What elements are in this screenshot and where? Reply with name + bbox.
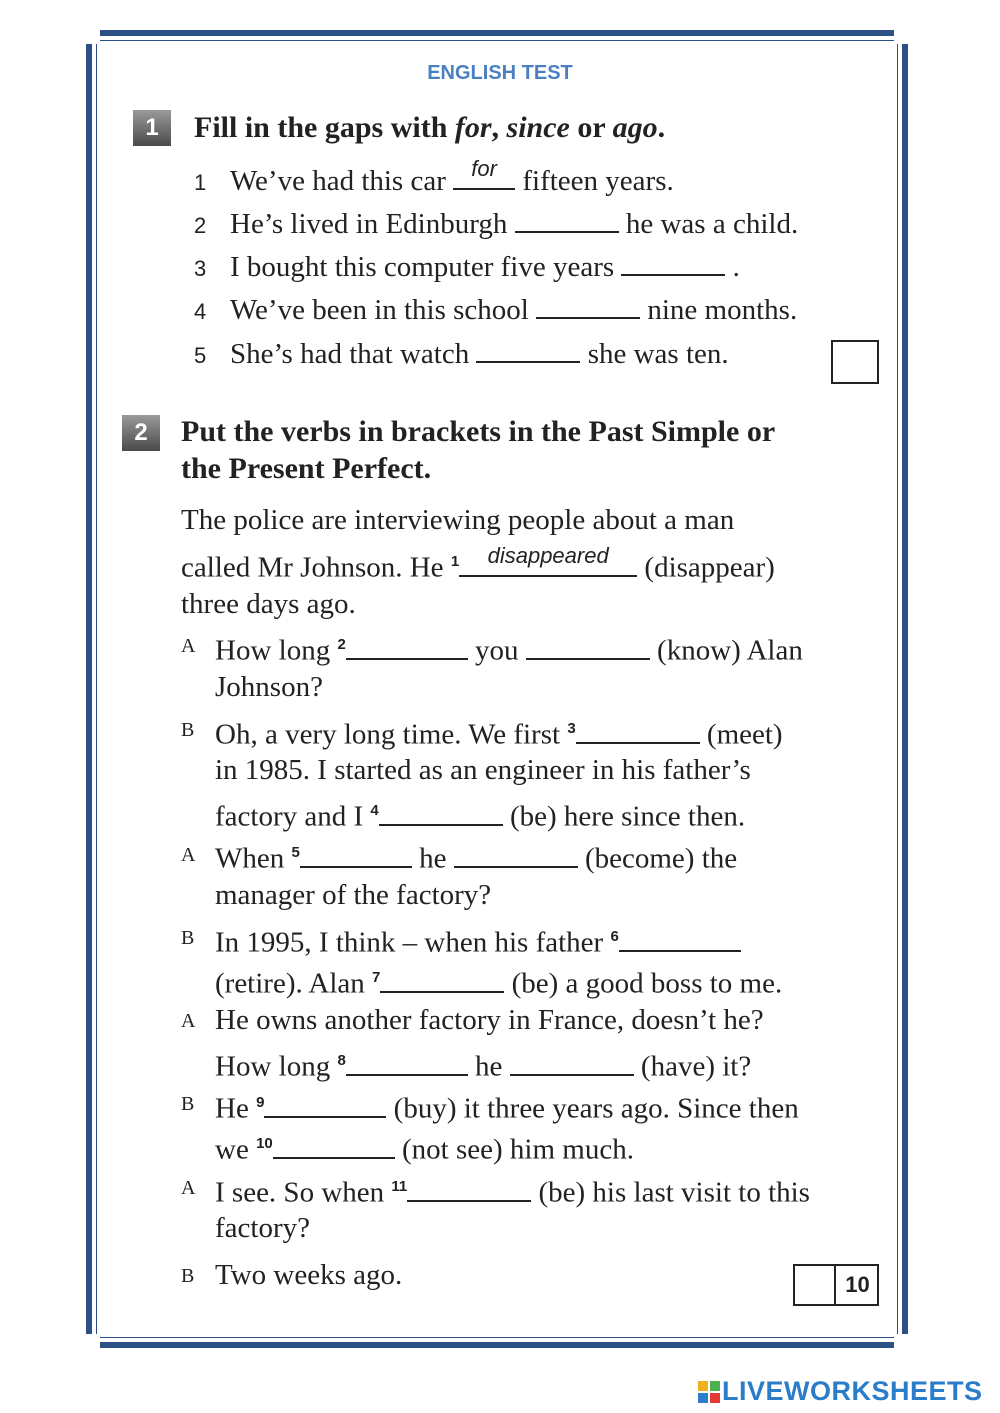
answer-gap[interactable]	[300, 840, 412, 868]
dialogue-line: Two weeks ago.	[215, 1259, 403, 1291]
liveworksheets-logo-icon	[698, 1381, 720, 1403]
item-text: .	[725, 251, 740, 283]
section-2-heading-line-1: Put the verbs in brackets in the Past Simple or	[181, 415, 776, 448]
speaker-label: A	[181, 844, 196, 866]
gap-number: 9	[256, 1094, 265, 1111]
item-text: she was ten.	[580, 338, 729, 370]
dialogue-text: How long	[215, 634, 338, 667]
gap-number: 4	[370, 802, 379, 819]
speaker-label: B	[181, 927, 195, 949]
logo-text: LIVEWORKSHEETS	[722, 1376, 983, 1406]
dialogue-text: (be) a good boss to me.	[504, 967, 783, 1000]
page-title: ENGLISH TEST	[427, 62, 573, 84]
speaker-label: A	[181, 1010, 196, 1032]
item-text: fifteen years.	[515, 165, 674, 197]
speaker-label: B	[181, 1093, 195, 1115]
answer-gap[interactable]	[510, 1048, 634, 1076]
speaker-label: A	[181, 1177, 196, 1199]
dialogue-text: (be) here since then.	[502, 800, 746, 833]
section-2-heading-line-2: the Present Perfect.	[181, 452, 432, 485]
gap-number: 3	[567, 720, 576, 737]
answer-gap[interactable]	[526, 632, 650, 660]
dialogue-text: (meet)	[699, 718, 783, 751]
gap-number: 5	[291, 844, 300, 861]
dialogue-text: (not see) him much.	[394, 1133, 634, 1166]
dialogue-line: manager of the factory?	[215, 879, 492, 911]
dialogue-line: He owns another factory in France, doesn’t he?	[215, 1004, 764, 1036]
answer-gap[interactable]	[576, 716, 700, 744]
answer-gap[interactable]	[264, 1090, 386, 1118]
dialogue-text: (retire). Alan	[215, 967, 373, 1000]
dialogue-line	[215, 1170, 810, 1210]
answer-text: disappeared	[487, 542, 609, 568]
item-number: 2	[194, 213, 207, 238]
heading-text: or	[569, 111, 613, 144]
gap-number: 10	[256, 1135, 273, 1152]
frame-corner	[894, 1334, 910, 1350]
answer-gap[interactable]	[380, 965, 504, 993]
intro-text: (disappear)	[637, 551, 775, 584]
answer-gap[interactable]	[454, 840, 578, 868]
section-2-badge: 2	[122, 415, 160, 451]
heading-text: .	[657, 111, 666, 144]
heading-word-for: for	[454, 111, 492, 144]
item-text: We’ve had this car	[230, 165, 454, 197]
dialogue-line	[215, 961, 782, 1001]
dialogue-text: you	[467, 634, 526, 667]
item-number: 4	[194, 299, 207, 324]
gap-number: 11	[391, 1178, 408, 1195]
intro-line: three days ago.	[181, 588, 356, 620]
dialogue-text: (become) the	[577, 842, 738, 875]
dialogue-text: we	[215, 1133, 257, 1166]
item-text: he was a child.	[618, 208, 799, 240]
answer-gap[interactable]	[536, 291, 640, 319]
dialogue-line: in 1985. I started as an engineer in his father’s	[215, 754, 751, 786]
dialogue-line	[215, 794, 745, 834]
item-text: We’ve been in this school	[230, 294, 537, 326]
item-text: She’s had that watch	[230, 338, 477, 370]
gap-number: 8	[337, 1052, 346, 1069]
dialogue-text: Oh, a very long time. We first	[215, 718, 568, 751]
answer-gap[interactable]	[515, 205, 619, 233]
heading-text: ,	[491, 111, 507, 144]
answer-gap[interactable]	[453, 156, 515, 190]
dialogue-text: I see. So when	[215, 1176, 392, 1209]
section-1-badge: 1	[133, 110, 171, 146]
dialogue-text: How long	[215, 1050, 338, 1083]
frame-corner	[84, 1334, 100, 1350]
speaker-label: A	[181, 635, 196, 657]
heading-text: Fill in the gaps with	[194, 111, 455, 144]
intro-text: called Mr Johnson. He	[181, 551, 451, 584]
dialogue-text: In 1995, I think – when his father	[215, 926, 611, 959]
answer-gap[interactable]	[346, 632, 468, 660]
frame-corner	[84, 28, 100, 44]
item-number: 3	[194, 256, 207, 281]
item-text: He’s lived in Edinburgh	[230, 208, 515, 240]
section-1-score-box	[831, 340, 879, 384]
dialogue-line	[215, 1044, 751, 1084]
dialogue-line	[215, 1086, 799, 1126]
item-number: 5	[194, 343, 207, 368]
dialogue-line	[215, 1127, 634, 1167]
dialogue-text: (have) it?	[633, 1050, 752, 1083]
answer-gap[interactable]	[476, 335, 580, 363]
item-text: nine months.	[640, 294, 798, 326]
answer-gap[interactable]	[621, 248, 725, 276]
dialogue-line: factory?	[215, 1212, 310, 1244]
dialogue-line: Johnson?	[215, 671, 323, 703]
heading-word-ago: ago	[612, 111, 658, 144]
gap-number: 2	[337, 636, 346, 653]
gap-number: 1	[450, 553, 460, 570]
gap-number: 7	[372, 969, 381, 986]
intro-line	[181, 542, 775, 585]
answer-gap[interactable]	[273, 1131, 395, 1159]
speaker-label: B	[181, 1265, 195, 1287]
dialogue-text: When	[215, 842, 292, 875]
gap-number: 6	[610, 928, 619, 945]
answer-gap[interactable]	[619, 924, 741, 952]
intro-line: The police are interviewing people about a man	[181, 504, 735, 536]
answer-gap[interactable]	[346, 1048, 468, 1076]
item-number: 1	[194, 170, 207, 195]
dialogue-text: (buy) it three years ago. Since then	[386, 1092, 799, 1125]
liveworksheets-logo	[698, 1376, 983, 1407]
section-2-score-total: 10	[845, 1272, 870, 1297]
dialogue-text: factory and I	[215, 800, 371, 833]
answer-text: for	[471, 156, 497, 181]
dialogue-line	[215, 712, 783, 752]
section-1-heading	[194, 110, 665, 146]
speaker-label: B	[181, 719, 195, 741]
dialogue-line	[215, 628, 803, 668]
dialogue-text: (be) his last visit to this	[531, 1176, 810, 1209]
dialogue-text: he	[467, 1050, 510, 1083]
dialogue-text: (know) Alan	[649, 634, 803, 667]
frame-corner	[894, 28, 910, 44]
dialogue-line	[215, 920, 741, 960]
dialogue-text: he	[411, 842, 454, 875]
dialogue-line	[215, 836, 737, 876]
answer-gap[interactable]	[407, 1174, 531, 1202]
answer-gap[interactable]	[459, 542, 637, 577]
dialogue-text: He	[215, 1092, 257, 1125]
answer-gap[interactable]	[379, 798, 503, 826]
item-text: I bought this computer five years	[230, 251, 622, 283]
heading-word-since: since	[506, 111, 570, 144]
